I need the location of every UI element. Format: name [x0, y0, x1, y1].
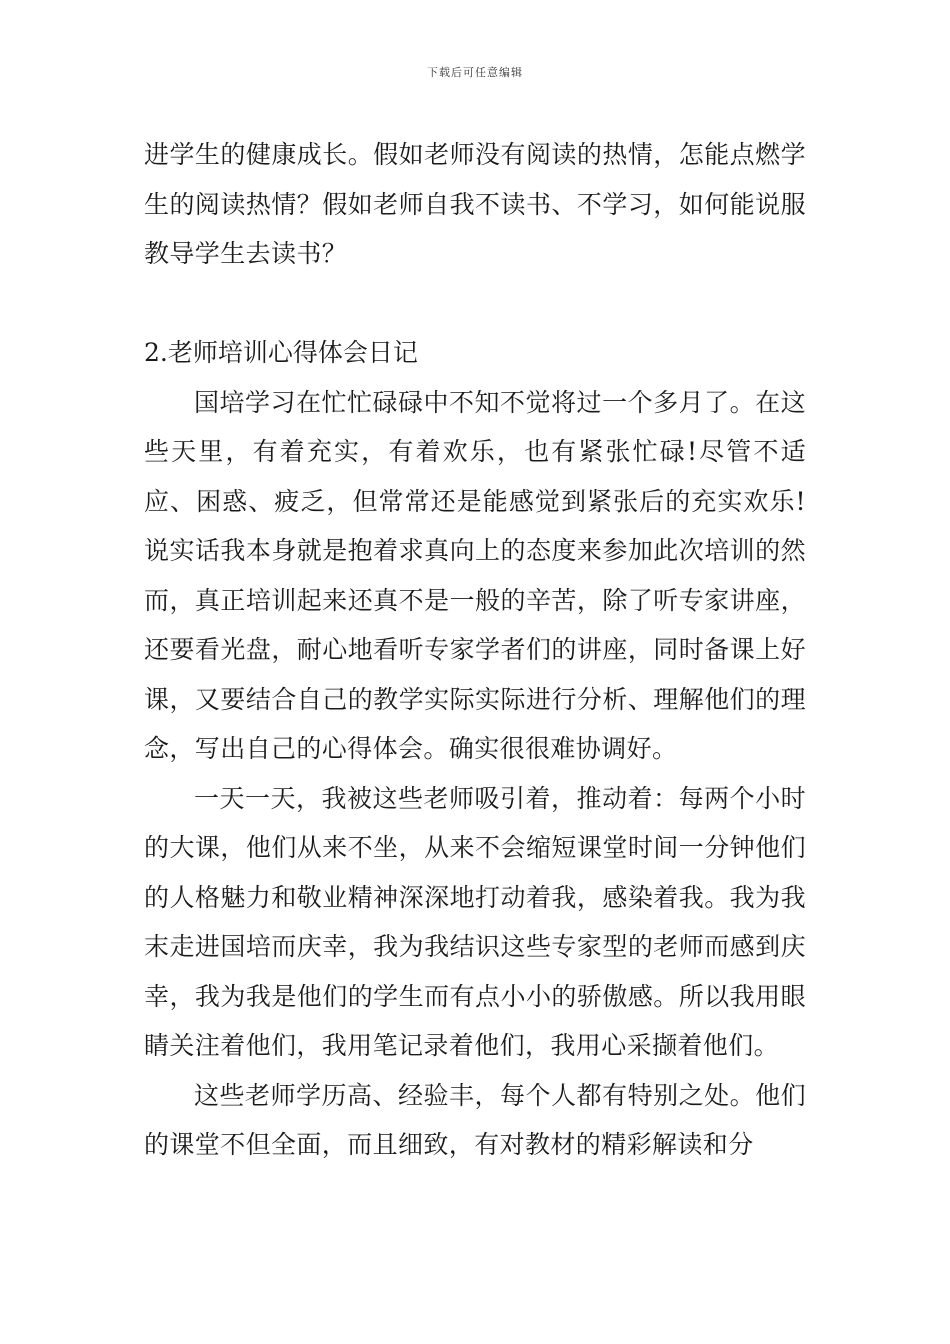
paragraph-teachers-qualities: 这些老师学历高、经验丰，每个人都有特别之处。他们的课堂不但全面，而且细致，有对教材的精彩解读和分: [144, 1080, 806, 1159]
section-heading: 2.老师培训心得体会日记: [144, 338, 418, 367]
paragraph-training-intro: 国培学习在忙忙碌碌中不知不觉将过一个多月了。在这些天里，有着充实，有着欢乐，也有紧张忙碌!尽管不适应、困惑、疲乏，但常常还是能感觉到紧张后的充实欢乐!说实话我本身就是抱着求真向上的态度来参加此次培训的然而，真正培训起来还真不是一般的辛苦，除了听专家讲座，还要看光盘，耐心地看听专家学者们的讲座，同时备课上好课，又要结合自己的教学实际实际进行分析、理解他们的理念，写出自己的心得体会。确实很很难协调好。: [144, 387, 806, 763]
paragraph-teachers-influence: 一天一天，我被这些老师吸引着，推动着：每两个小时的大课，他们从来不坐，从来不会缩短课堂时间一分钟他们的人格魅力和敬业精神深深地打动着我，感染着我。我为我末走进国培而庆幸，我为我结识这些专家型的老师而感到庆幸，我为我是他们的学生而有点小小的骄傲感。所以我用眼睛关注着他们，我用笔记录着他们，我用心采撷着他们。: [144, 783, 806, 1060]
page-header-note: 下载后可任意编辑: [427, 66, 523, 79]
document-body: [144, 130, 806, 1170]
paragraph-continuation: 进学生的健康成长。假如老师没有阅读的热情，怎能点燃学生的阅读热情？假如老师自我不读书、不学习，如何能说服教导学生去读书？: [144, 140, 806, 268]
